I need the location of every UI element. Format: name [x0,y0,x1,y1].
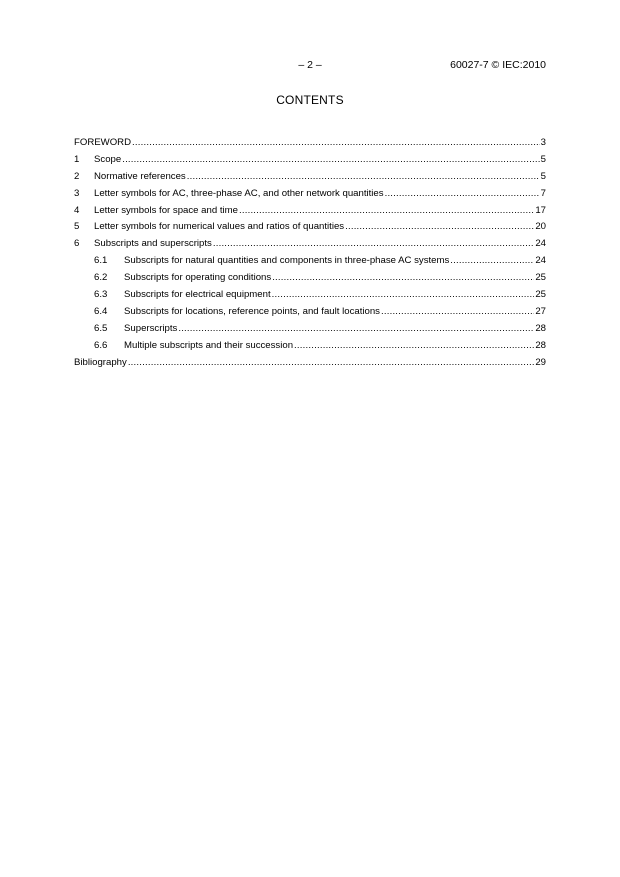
toc-entry-page: 29 [535,356,546,368]
toc-entry-page: 7 [540,187,546,199]
toc-entry-number: 6.2 [94,272,108,284]
dot-leader [187,169,540,186]
toc-entry-number: 1 [74,153,80,165]
toc-entry-page: 3 [540,137,546,148]
toc-entry-label: Subscripts for electrical equipment [124,289,271,301]
toc-entry-number: 6.4 [94,305,108,317]
dot-leader [272,287,535,304]
toc-entry-page: 24 [535,238,546,250]
toc-entry[interactable] [74,338,546,355]
toc-entry[interactable] [74,203,546,220]
dot-leader [294,338,534,355]
toc-entry-number: 6.6 [94,339,108,351]
toc-entry-number: 6.1 [94,255,108,267]
dot-leader [178,321,534,338]
toc-entry[interactable] [74,355,546,372]
toc-entry-label: Subscripts for natural quantities and components in three-phase AC systems [124,255,450,267]
toc-entry-label: Letter symbols for space and time [94,204,238,216]
table-of-contents [74,135,546,371]
dot-leader [239,203,534,220]
toc-entry-number: 2 [74,170,80,182]
toc-entry-page: 28 [535,339,546,351]
dot-leader [128,355,535,372]
toc-entry[interactable] [74,270,546,287]
toc-entry-number: 4 [74,204,80,216]
dot-leader [213,236,534,253]
dot-leader [450,253,534,270]
toc-entry-label: Scope [94,153,122,165]
document-id: 60027-7 © IEC:2010 [450,59,546,71]
dot-leader [381,304,534,321]
toc-entry-number: 6 [74,238,80,250]
toc-entry-label: Subscripts for locations, reference points, and fault locations [124,305,380,317]
toc-entry-number: 6.5 [94,322,108,334]
toc-entry-label: Bibliography [74,356,127,368]
toc-entry[interactable] [74,152,546,169]
toc-entry[interactable] [74,236,546,253]
toc-entry-page: 24 [535,255,546,267]
contents-title: CONTENTS [276,93,344,107]
page-header [74,59,546,73]
toc-entry[interactable] [74,219,546,236]
toc-entry-page: 25 [535,289,546,301]
toc-entry-label: Subscripts and superscripts [94,238,212,250]
toc-entry-page: 5 [540,170,546,182]
toc-entry[interactable] [74,304,546,321]
toc-entry-label: Multiple subscripts and their succession [124,339,294,351]
page-number: – 2 – [298,59,322,71]
toc-entry[interactable] [74,169,546,186]
dot-leader [272,270,534,287]
dot-leader [345,219,534,236]
toc-entry-page: 27 [535,305,546,317]
toc-entry[interactable] [74,287,546,304]
toc-entry-number: 5 [74,221,80,233]
dot-leader [385,186,540,203]
toc-entry-label: Normative references [94,170,186,182]
toc-entry[interactable] [74,186,546,203]
toc-entry-number: 3 [74,187,80,199]
toc-entry-page: 5 [540,153,546,165]
toc-entry-label: Letter symbols for AC, three-phase AC, and other network quantities [94,187,384,199]
toc-entry[interactable] [74,135,546,152]
toc-entry-number: 6.3 [94,289,108,301]
toc-entry-label: Superscripts [124,322,178,334]
toc-entry-page: 20 [535,221,546,233]
dot-leader [132,135,540,152]
dot-leader [122,152,539,169]
toc-entry-page: 17 [535,204,546,216]
toc-entry[interactable] [74,253,546,270]
toc-entry[interactable] [74,321,546,338]
toc-entry-label: FOREWORD [74,137,132,148]
toc-entry-label: Letter symbols for numerical values and ratios of quantities [94,221,345,233]
toc-entry-label: Subscripts for operating conditions [124,272,272,284]
toc-entry-page: 25 [535,272,546,284]
toc-entry-page: 28 [535,322,546,334]
